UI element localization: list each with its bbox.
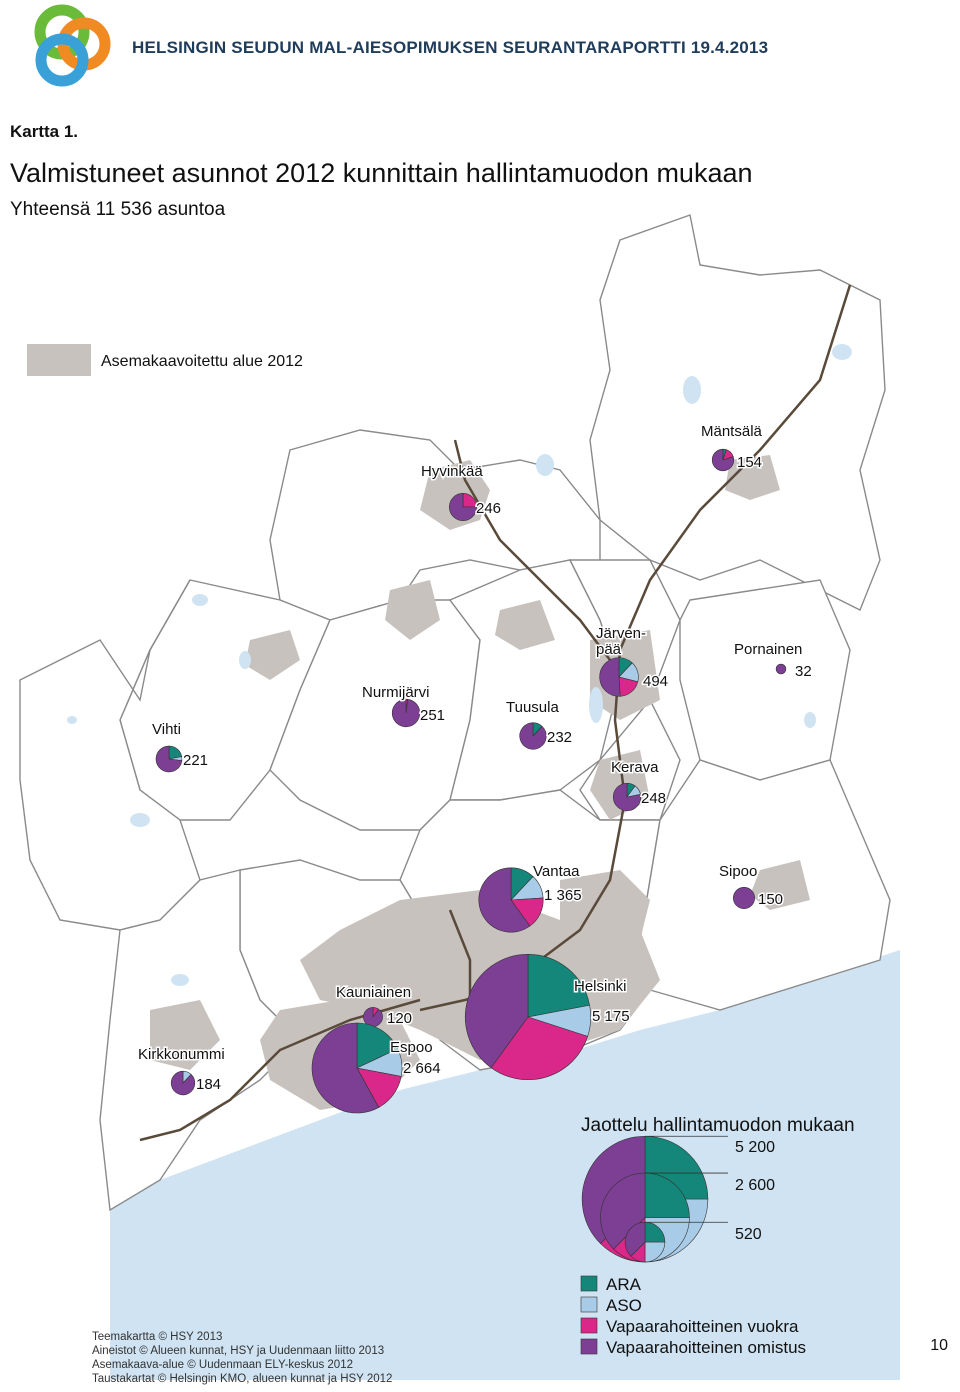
page-number: 10 (930, 1337, 948, 1354)
municipality-value: 2 664 (403, 1060, 441, 1077)
size-legend-value: 5 200 (735, 1139, 776, 1156)
size-legend-value: 2 600 (735, 1177, 776, 1194)
municipality-name: Järven- (596, 625, 647, 642)
municipality-name: Helsinki (574, 978, 627, 995)
credit-line: Teemakartta © HSY 2013 (92, 1331, 223, 1343)
pie-kirkkonummi-omistus-slice (171, 1071, 195, 1095)
legend-swatch-ara (581, 1276, 597, 1291)
legend-swatch-omistus (581, 1339, 597, 1354)
municipality-value: 494 (643, 673, 669, 690)
pie-sipoo-omistus-slice (733, 887, 754, 908)
municipality-value: 246 (476, 500, 502, 517)
municipality-value: 154 (737, 454, 763, 471)
pie-tuusula-omistus-slice (520, 723, 547, 750)
municipality-name: pää (596, 641, 622, 658)
size-legend-title: Jaottelu hallintamuodon mukaan (581, 1115, 855, 1136)
map-title: Valmistuneet asunnot 2012 kunnittain hallintamuodon mukaan (10, 158, 753, 188)
report-title: HELSINGIN SEUDUN MAL-AIESOPIMUKSEN SEURANTARAPORTTI 19.4.2013 (132, 38, 769, 57)
municipality-value: 5 175 (592, 1008, 630, 1025)
legend-swatch-vuokra (581, 1318, 597, 1333)
municipality-value: 221 (183, 752, 209, 769)
municipality-name: Mäntsälä (701, 423, 762, 440)
municipality-value: 251 (420, 707, 446, 724)
municipality-value: 1 365 (544, 887, 582, 904)
municipality-name: Sipoo (719, 863, 758, 880)
map-number: Kartta 1. (10, 122, 79, 141)
municipality-value: 120 (387, 1010, 413, 1027)
municipality-name: Nurmijärvi (362, 684, 430, 701)
municipality-value: 232 (547, 729, 573, 746)
municipality-name: Espoo (390, 1039, 433, 1056)
municipality-value: 150 (758, 891, 784, 908)
zoning-legend-swatch (27, 344, 91, 376)
municipality-name: Hyvinkää (421, 463, 483, 480)
legend-label: ARA (606, 1275, 641, 1294)
municipality-name: Vantaa (533, 863, 580, 880)
hsy-logo (40, 10, 105, 81)
municipality-name: Kerava (611, 759, 659, 776)
legend-label: Vapaarahoitteinen omistus (606, 1338, 807, 1357)
legend-label: ASO (606, 1296, 642, 1315)
municipality-value: 184 (196, 1076, 222, 1093)
credit-line: Taustakartat © Helsingin KMO, alueen kunnat ja HSY 2012 (92, 1373, 393, 1385)
legend-label: Vapaarahoitteinen vuokra (606, 1317, 799, 1336)
zoning-legend-label: Asemakaavoitettu alue 2012 (101, 353, 303, 370)
pie-nurmijärvi-omistus-slice (392, 699, 420, 727)
municipality-value: 32 (795, 663, 812, 680)
municipality-name: Kirkkonummi (138, 1046, 225, 1063)
credit-line: Aineistot © Alueen kunnat, HSY ja Uudenmaan liitto 2013 (92, 1345, 385, 1357)
municipality-name: Pornainen (734, 641, 803, 658)
municipality-value: 248 (641, 790, 667, 807)
credit-line: Asemakaava-alue © Uudenmaan ELY-keskus 2012 (92, 1359, 353, 1371)
map-subtitle: Yhteensä 11 536 asuntoa (10, 199, 226, 220)
municipality-name: Vihti (152, 721, 181, 738)
municipality-name: Kauniainen (336, 984, 412, 1001)
pie-pornainen-omistus-slice (776, 664, 786, 674)
legend-swatch-aso (581, 1297, 597, 1312)
municipality-name: Tuusula (506, 699, 559, 716)
size-legend-value: 520 (735, 1226, 762, 1243)
